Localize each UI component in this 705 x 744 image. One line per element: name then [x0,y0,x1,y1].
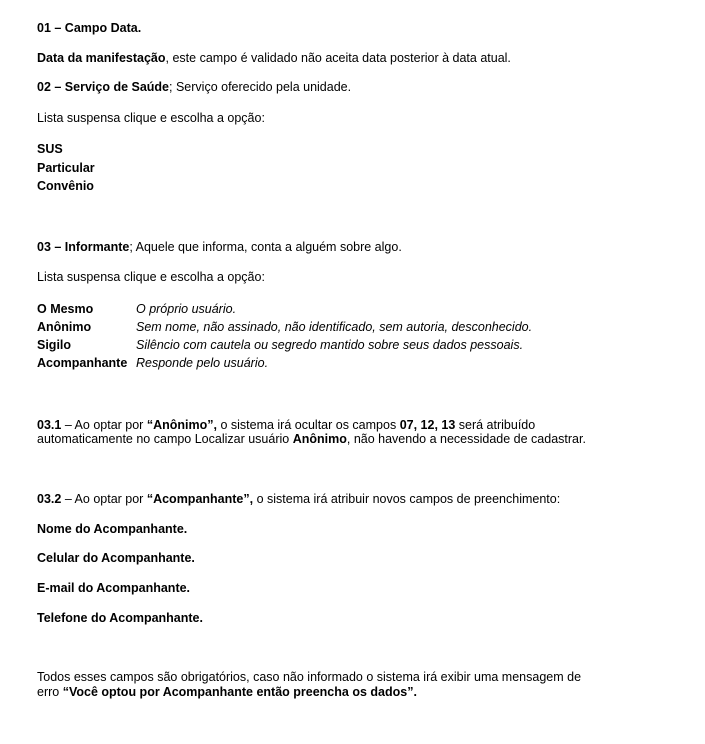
informante-option-label: Sigilo [37,338,72,352]
informante-option-label: O Mesmo [37,302,94,316]
informante-option-row [37,302,236,317]
informante-option-desc: Silêncio com cautela ou segredo mantido sobre seus dados pessoais. [136,338,524,352]
field-telefone-acompanhante: Telefone do Acompanhante. [37,611,203,625]
section-03-1-line1: 03.1 – Ao optar por “Anônimo”, o sistema irá ocultar os campos 07, 12, 13 será atribuído [37,418,536,432]
option-particular: Particular [37,161,95,175]
field-celular-acompanhante: Celular do Acompanhante. [37,551,195,565]
informante-option-desc: O próprio usuário. [136,302,237,316]
informante-option-desc: Sem nome, não assinado, não identificado, sem autoria, desconhecido. [136,320,533,334]
informante-option-label: Anônimo [37,320,92,334]
section-01-heading: 01 – Campo Data. [37,21,142,35]
informante-option-row [37,338,523,353]
section-01-text: Data da manifestação, este campo é validado não aceita data posterior à data atual. [37,51,511,65]
section-03-2-line1: 03.2 – Ao optar por “Acompanhante”, o sistema irá atribuir novos campos de preenchimento: [37,492,561,506]
section-03-1-line2: automaticamente no campo Localizar usuário Anônimo, não havendo a necessidade de cadastrar. [37,432,586,446]
field-nome-acompanhante: Nome do Acompanhante. [37,522,188,536]
footer-line1: Todos esses campos são obrigatórios, caso não informado o sistema irá exibir uma mensagem de [37,670,582,684]
section-02-instruction: Lista suspensa clique e escolha a opção: [37,111,265,125]
option-convenio: Convênio [37,179,94,193]
field-email-acompanhante: E-mail do Acompanhante. [37,581,191,595]
informante-option-row [37,356,268,371]
footer-line2: erro “Você optou por Acompanhante então preencha os dados”. [37,685,417,699]
informante-option-label: Acompanhante [37,356,128,370]
section-02-heading: 02 – Serviço de Saúde; Serviço oferecido pela unidade. [37,80,352,94]
informante-option-row [37,320,532,335]
informante-option-desc: Responde pelo usuário. [136,356,269,370]
option-sus: SUS [37,142,63,156]
section-03-instruction: Lista suspensa clique e escolha a opção: [37,270,265,284]
section-03-heading: 03 – Informante; Aquele que informa, conta a alguém sobre algo. [37,240,402,254]
